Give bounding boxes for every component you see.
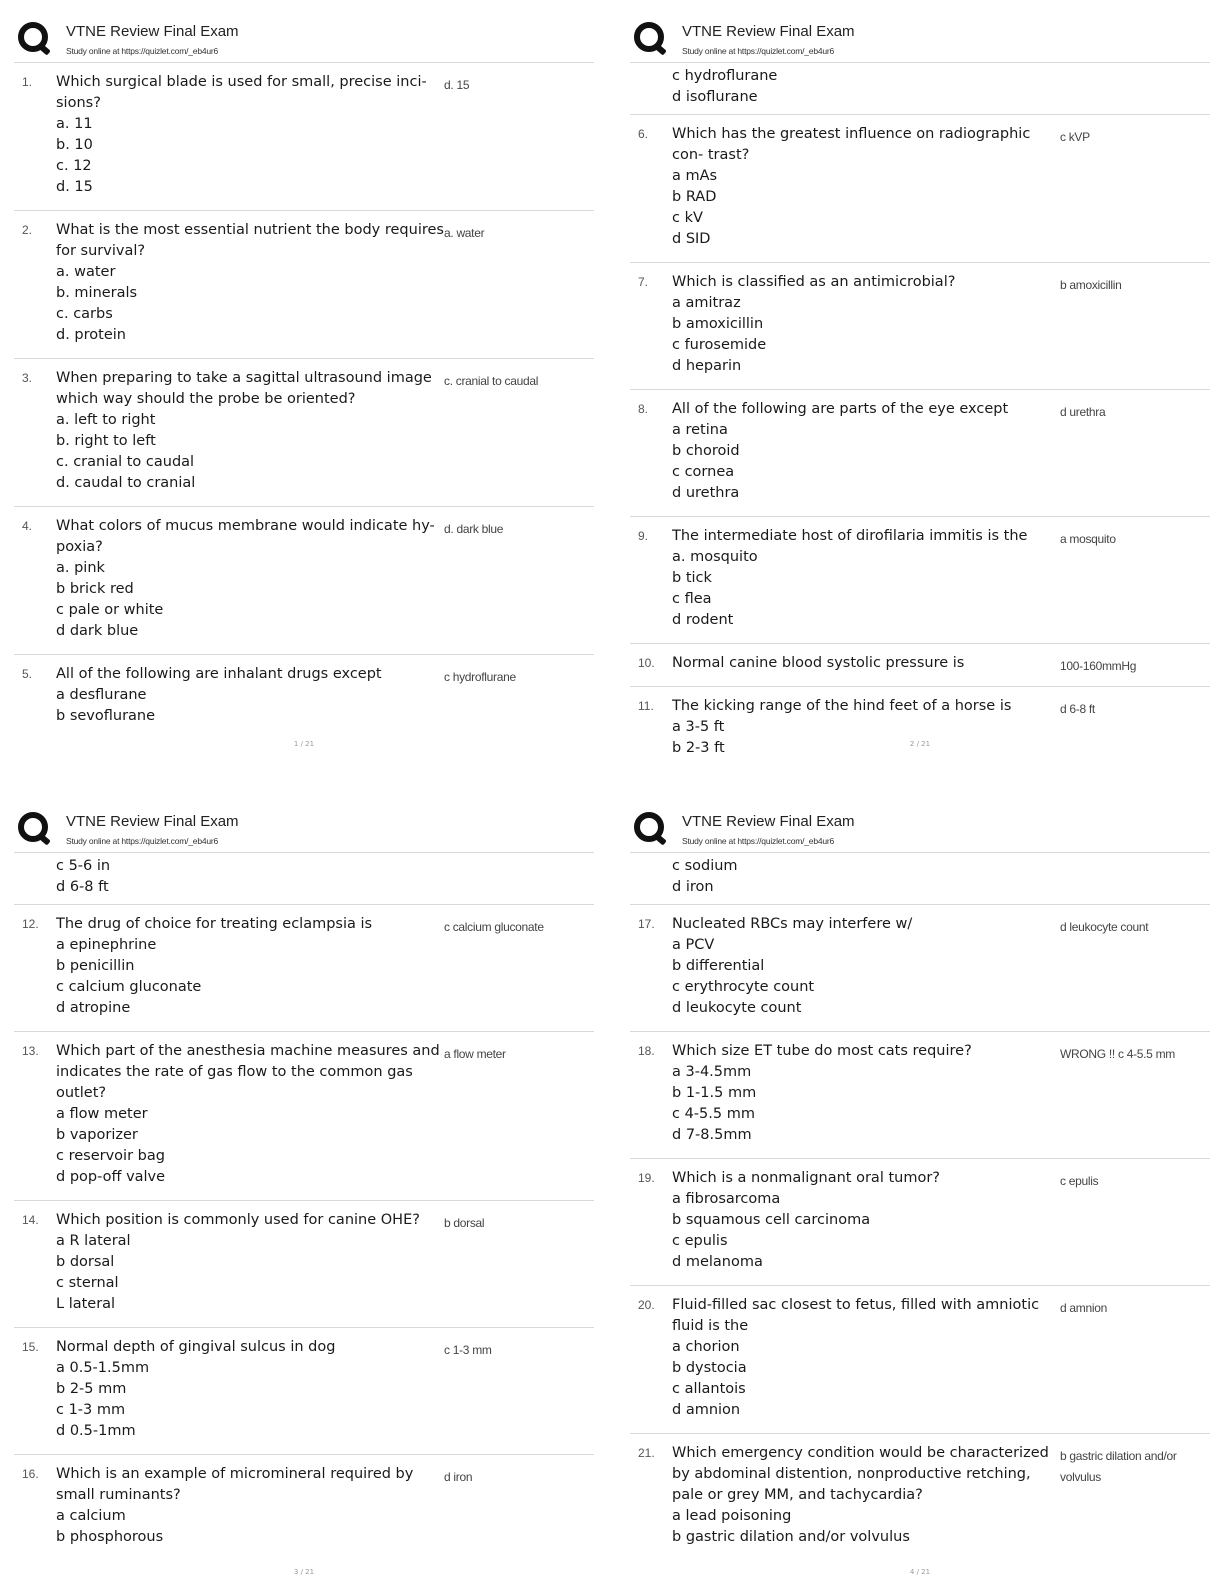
answer-option: b choroid	[672, 443, 740, 459]
continued-option: d 6-8 ft	[56, 879, 109, 895]
header-study-link[interactable]: Study online at https://quizlet.com/_eb4ur6	[66, 836, 219, 846]
question-number: 6.	[638, 127, 649, 141]
question-item	[14, 211, 594, 359]
question-text: Nucleated RBCs may interfere w/	[672, 916, 913, 932]
question-text: What colors of mucus membrane would indicate hy- poxia?	[56, 518, 435, 555]
question-body	[56, 72, 444, 198]
question-number: 7.	[638, 275, 649, 289]
answer-option: d pop-off valve	[56, 1169, 166, 1185]
answer-option: d. 15	[56, 179, 93, 195]
answer-option: d dark blue	[56, 623, 139, 639]
answer-option: b 2-5 mm	[56, 1381, 127, 1397]
question-body	[56, 1464, 444, 1548]
question-item	[14, 359, 594, 507]
question-body	[56, 1041, 444, 1188]
correct-answer: WRONG !! c 4-5.5 mm	[1060, 1047, 1175, 1061]
question-number: 14.	[22, 1213, 39, 1227]
answer-option: d rodent	[672, 612, 734, 628]
quizlet-logo-icon	[634, 22, 664, 52]
question-body	[672, 914, 1060, 1019]
question-number: 18.	[638, 1044, 655, 1058]
header-title: VTNE Review Final Exam	[66, 813, 239, 830]
correct-answer: b gastric dilation and/or volvulus	[1060, 1449, 1177, 1484]
answer-option: c sternal	[56, 1275, 119, 1291]
question-number: 10.	[638, 656, 655, 670]
answer-option: b gastric dilation and/or volvulus	[672, 1529, 910, 1545]
correct-answer: b amoxicillin	[1060, 278, 1122, 292]
answer-option: a epinephrine	[56, 937, 157, 953]
continued-option: d isoflurane	[672, 89, 758, 105]
correct-answer: c kVP	[1060, 130, 1090, 144]
correct-answer: 100-160mmHg	[1060, 659, 1137, 673]
question-body	[56, 914, 444, 1019]
answer-option: b brick red	[56, 581, 134, 597]
answer-option: c calcium gluconate	[56, 979, 202, 995]
answer-option: c allantois	[672, 1381, 746, 1397]
question-text: Which has the greatest influence on radiographic con- trast?	[672, 126, 1031, 163]
question-text: The intermediate host of dirofilaria immitis is the	[672, 528, 1028, 544]
question-item	[14, 507, 594, 655]
question-number: 19.	[638, 1171, 655, 1185]
continued-option: c sodium	[672, 858, 738, 874]
answer-option: c 4-5.5 mm	[672, 1106, 755, 1122]
answer-option: d leukocyte count	[672, 1000, 802, 1016]
question-body	[56, 1337, 444, 1442]
page-number: 4 / 21	[909, 1568, 931, 1576]
answer-option: d amnion	[672, 1402, 741, 1418]
correct-answer: b dorsal	[444, 1216, 485, 1230]
question-text: What is the most essential nutrient the body requires for survival?	[56, 222, 444, 259]
answer-option: b squamous cell carcinoma	[672, 1212, 871, 1228]
header-title: VTNE Review Final Exam	[682, 813, 855, 830]
question-text: Normal depth of gingival sulcus in dog	[56, 1339, 336, 1355]
answer-option: c furosemide	[672, 337, 767, 353]
header-study-link[interactable]: Study online at https://quizlet.com/_eb4ur6	[682, 836, 835, 846]
question-number: 13.	[22, 1044, 39, 1058]
question-body	[672, 1443, 1060, 1548]
answer-option: c epulis	[672, 1233, 728, 1249]
answer-option: a. 11	[56, 116, 93, 132]
question-item	[630, 687, 1210, 771]
correct-answer: d amnion	[1060, 1301, 1107, 1315]
question-number: 16.	[22, 1467, 39, 1481]
quizlet-logo-icon	[18, 812, 48, 842]
question-number: 11.	[638, 699, 654, 713]
answer-option: c reservoir bag	[56, 1148, 165, 1164]
answer-option: a 3-4.5mm	[672, 1064, 752, 1080]
question-body	[56, 516, 444, 642]
question-text: Which is a nonmalignant oral tumor?	[672, 1170, 940, 1186]
answer-option: d. caudal to cranial	[56, 475, 196, 491]
question-number: 1.	[22, 75, 33, 89]
correct-answer: d 6-8 ft	[1060, 702, 1095, 716]
question-text: Which surgical blade is used for small, precise inci- sions?	[56, 74, 427, 111]
correct-answer: d urethra	[1060, 405, 1106, 419]
question-text: Which is classified as an antimicrobial?	[672, 274, 956, 290]
answer-option: d urethra	[672, 485, 740, 501]
question-item	[14, 1201, 594, 1328]
page-number: 3 / 21	[293, 1568, 315, 1576]
answer-option: a. pink	[56, 560, 105, 576]
answer-option: c cornea	[672, 464, 735, 480]
question-text: Which position is commonly used for canine OHE?	[56, 1212, 420, 1228]
question-body	[56, 1210, 444, 1315]
answer-option: b tick	[672, 570, 712, 586]
answer-option: b amoxicillin	[672, 316, 764, 332]
answer-option: b vaporizer	[56, 1127, 138, 1143]
question-text: Which is an example of micromineral required by small ruminants?	[56, 1466, 414, 1503]
continued-option: c hydroflurane	[672, 68, 778, 84]
header-title: VTNE Review Final Exam	[66, 23, 239, 40]
page-3	[14, 808, 594, 1578]
header-study-link[interactable]: Study online at https://quizlet.com/_eb4ur6	[682, 46, 835, 56]
answer-option: c kV	[672, 210, 703, 226]
page-number: 2 / 21	[909, 740, 931, 748]
question-body	[672, 1041, 1060, 1146]
answer-option: d 7-8.5mm	[672, 1127, 752, 1143]
question-body	[672, 1168, 1060, 1273]
quizlet-logo-icon	[634, 812, 664, 842]
page-header	[14, 18, 594, 63]
answer-option: b 1-1.5 mm	[672, 1085, 757, 1101]
question-text: Fluid-filled sac closest to fetus, filled with amniotic fluid is the	[672, 1297, 1040, 1334]
answer-option: a chorion	[672, 1339, 740, 1355]
continued-option: d iron	[672, 879, 714, 895]
correct-answer: a mosquito	[1060, 532, 1116, 546]
question-number: 15.	[22, 1340, 39, 1354]
correct-answer: c hydroflurane	[444, 670, 516, 684]
answer-option: d. protein	[56, 327, 126, 343]
answer-option: L lateral	[56, 1296, 116, 1312]
header-title: VTNE Review Final Exam	[682, 23, 855, 40]
question-body	[56, 368, 444, 494]
question-item	[630, 1286, 1210, 1434]
question-body	[56, 664, 444, 727]
answer-option: a mAs	[672, 168, 718, 184]
answer-option: b sevoflurane	[56, 708, 156, 724]
answer-option: b phosphorous	[56, 1529, 164, 1545]
question-item	[14, 1455, 594, 1560]
question-body	[672, 696, 1060, 759]
correct-answer: c. cranial to caudal	[444, 374, 539, 388]
question-body	[672, 399, 1060, 504]
answer-option: a flow meter	[56, 1106, 148, 1122]
correct-answer: a flow meter	[444, 1047, 506, 1061]
question-body	[672, 526, 1060, 631]
quizlet-logo-icon	[18, 22, 48, 52]
question-text: Which emergency condition would be characterized by abdominal distention, nonproductive retching, pale or grey MM, and tachycardia?	[672, 1445, 1049, 1503]
question-text: All of the following are inhalant drugs except	[56, 666, 382, 682]
page-number: 1 / 21	[293, 740, 315, 748]
question-item	[630, 905, 1210, 1032]
answer-option: a 0.5-1.5mm	[56, 1360, 150, 1376]
question-body	[672, 1295, 1060, 1421]
continued-options	[630, 63, 1210, 115]
continued-option: c 5-6 in	[56, 858, 111, 874]
correct-answer: c calcium gluconate	[444, 920, 544, 934]
question-number: 8.	[638, 402, 649, 416]
answer-option: b. right to left	[56, 433, 156, 449]
answer-option: a desflurane	[56, 687, 147, 703]
answer-option: a retina	[672, 422, 728, 438]
answer-option: a. left to right	[56, 412, 156, 428]
question-item	[14, 905, 594, 1032]
question-number: 17.	[638, 917, 655, 931]
answer-option: a calcium	[56, 1508, 126, 1524]
answer-option: d atropine	[56, 1000, 131, 1016]
answer-option: a R lateral	[56, 1233, 131, 1249]
answer-option: c 1-3 mm	[56, 1402, 126, 1418]
continued-options	[14, 853, 594, 905]
answer-option: c flea	[672, 591, 712, 607]
correct-answer: d. dark blue	[444, 522, 504, 536]
page-2	[630, 18, 1210, 788]
question-number: 4.	[22, 519, 33, 533]
question-item	[14, 63, 594, 211]
correct-answer: c 1-3 mm	[444, 1343, 492, 1357]
answer-option: a PCV	[672, 937, 715, 953]
answer-option: b RAD	[672, 189, 717, 205]
question-number: 2.	[22, 223, 33, 237]
answer-option: b. 10	[56, 137, 93, 153]
page-4	[630, 808, 1210, 1578]
question-body	[672, 124, 1060, 250]
question-item	[630, 1159, 1210, 1286]
question-item	[14, 655, 594, 739]
page-header	[14, 808, 594, 853]
question-text: Normal canine blood systolic pressure is	[672, 655, 965, 671]
question-text: Which part of the anesthesia machine measures and indicates the rate of gas flow to the common gas outlet?	[56, 1043, 440, 1101]
question-item	[14, 1032, 594, 1201]
question-item	[630, 517, 1210, 644]
question-item	[14, 1328, 594, 1455]
answer-option: d SID	[672, 231, 711, 247]
correct-answer: d leukocyte count	[1060, 920, 1149, 934]
correct-answer: a. water	[444, 226, 485, 240]
answer-option: c pale or white	[56, 602, 164, 618]
question-item	[630, 390, 1210, 517]
page-header	[630, 808, 1210, 853]
question-item	[630, 263, 1210, 390]
question-number: 3.	[22, 371, 33, 385]
answer-option: c. 12	[56, 158, 92, 174]
answer-option: b. minerals	[56, 285, 138, 301]
answer-option: a fibrosarcoma	[672, 1191, 781, 1207]
question-text: All of the following are parts of the eye except	[672, 401, 1009, 417]
question-body	[56, 220, 444, 346]
question-body	[672, 653, 1060, 674]
correct-answer: d. 15	[444, 78, 470, 92]
page-1	[14, 18, 594, 788]
question-item	[630, 1032, 1210, 1159]
page-header	[630, 18, 1210, 63]
correct-answer: d iron	[444, 1470, 473, 1484]
question-number: 20.	[638, 1298, 655, 1312]
question-text: When preparing to take a sagittal ultrasound image which way should the probe be oriented?	[56, 370, 432, 407]
answer-option: a. mosquito	[672, 549, 758, 565]
correct-answer: c epulis	[1060, 1174, 1099, 1188]
answer-option: c. carbs	[56, 306, 113, 322]
question-number: 9.	[638, 529, 649, 543]
header-study-link[interactable]: Study online at https://quizlet.com/_eb4ur6	[66, 46, 219, 56]
answer-option: a lead poisoning	[672, 1508, 792, 1524]
question-item	[630, 1434, 1210, 1560]
answer-option: d melanoma	[672, 1254, 763, 1270]
answer-option: b dorsal	[56, 1254, 115, 1270]
answer-option: b 2-3 ft	[672, 740, 725, 756]
answer-option: b penicillin	[56, 958, 135, 974]
answer-option: d heparin	[672, 358, 742, 374]
question-text: The kicking range of the hind feet of a horse is	[672, 698, 1012, 714]
question-number: 21.	[638, 1446, 655, 1460]
answer-option: a. water	[56, 264, 116, 280]
answer-option: a amitraz	[672, 295, 741, 311]
question-number: 12.	[22, 917, 39, 931]
question-text: Which size ET tube do most cats require?	[672, 1043, 972, 1059]
answer-option: c erythrocyte count	[672, 979, 815, 995]
continued-options	[630, 853, 1210, 905]
question-number: 5.	[22, 667, 33, 681]
answer-option: a 3-5 ft	[672, 719, 725, 735]
question-item	[630, 644, 1210, 687]
question-text: The drug of choice for treating eclampsia is	[56, 916, 373, 932]
answer-option: c. cranial to caudal	[56, 454, 195, 470]
answer-option: d 0.5-1mm	[56, 1423, 136, 1439]
question-body	[672, 272, 1060, 377]
question-item	[630, 115, 1210, 263]
answer-option: b dystocia	[672, 1360, 747, 1376]
answer-option: b differential	[672, 958, 765, 974]
